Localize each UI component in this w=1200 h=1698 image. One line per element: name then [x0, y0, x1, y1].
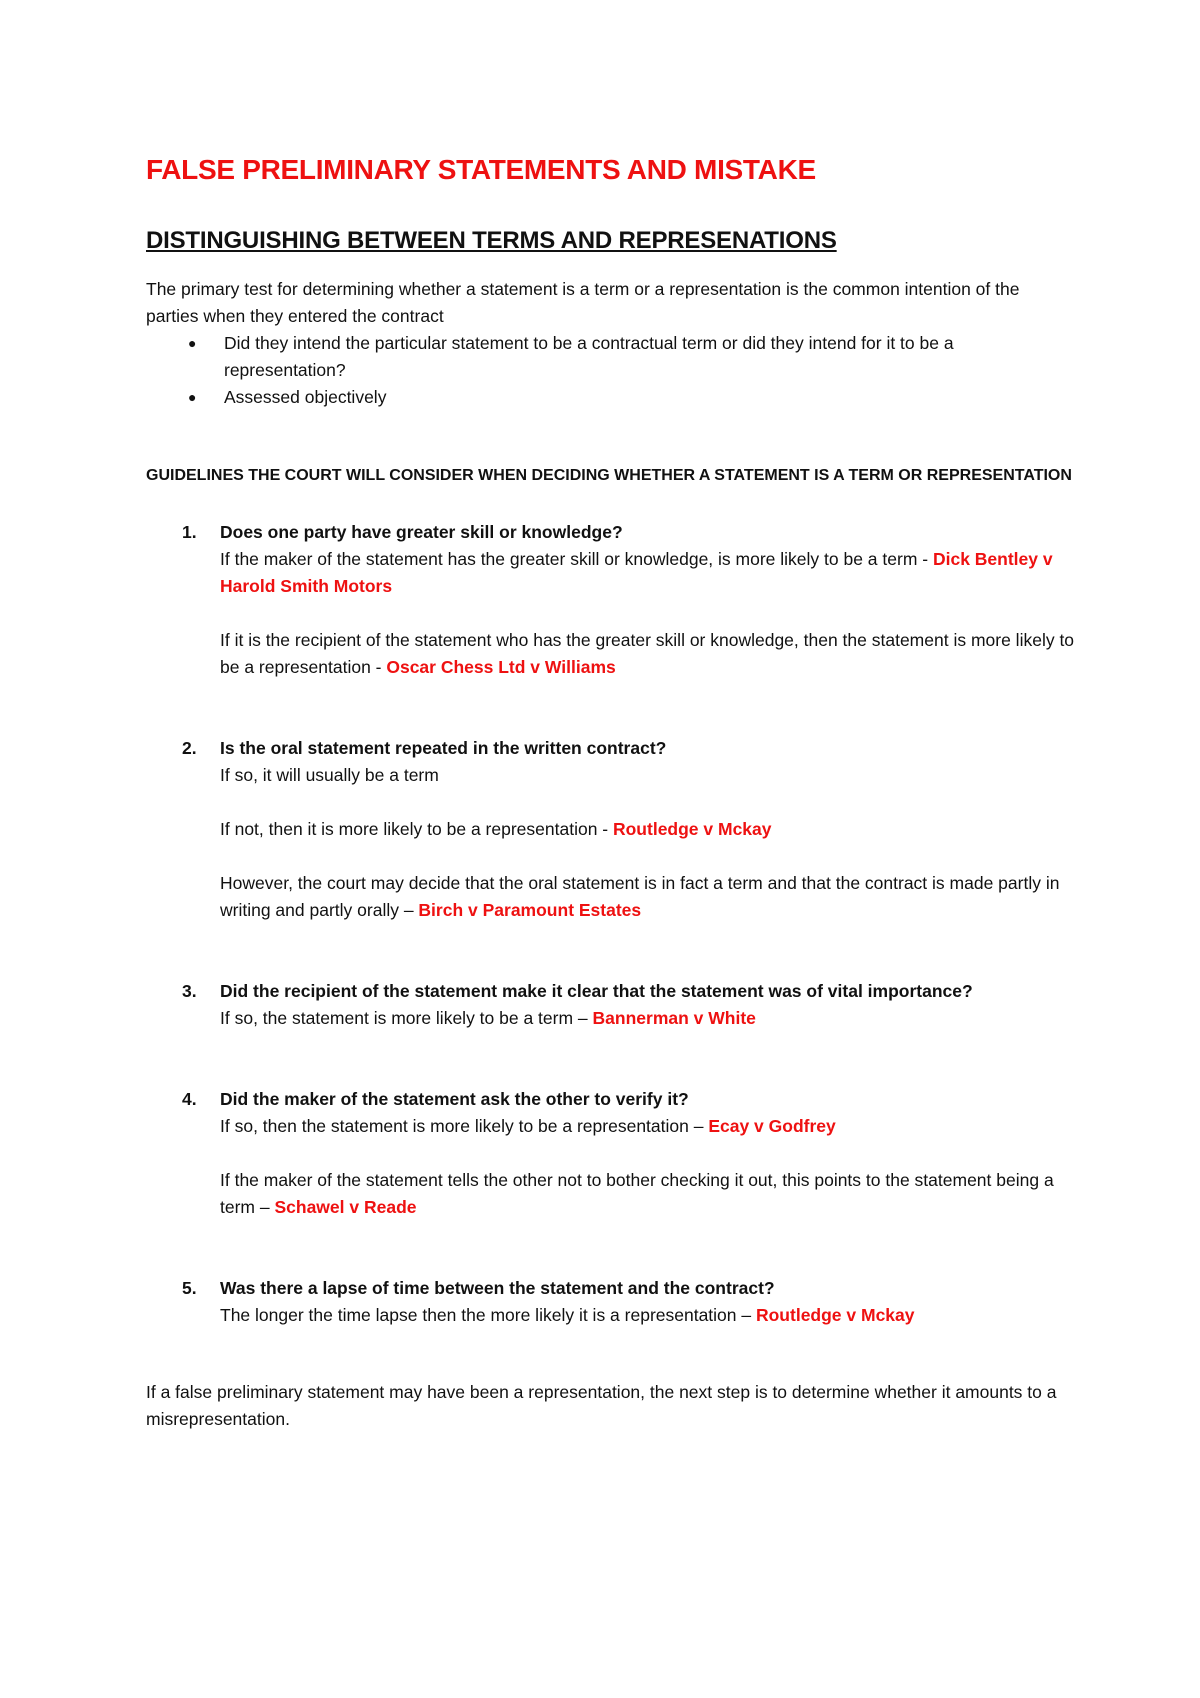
bullet-list: [146, 330, 1076, 411]
item-paragraph: [220, 627, 1076, 681]
guideline-list: [146, 519, 1076, 1329]
guideline-item: [146, 735, 1076, 924]
bullet-icon: ●: [188, 335, 197, 351]
item-number: 3.: [182, 981, 197, 1001]
item-question: Did the maker of the statement ask the other to verify it?: [220, 1089, 689, 1109]
bullet-item: [146, 330, 1076, 384]
item-number: 1.: [182, 522, 197, 542]
case-citation: Schawel v Reade: [274, 1197, 417, 1217]
guideline-item: [146, 1275, 1076, 1329]
item-text: If it is the recipient of the statement who has the greater skill or knowledge, then the statement is more likely to be a representation -: [220, 630, 1075, 677]
conclusion-paragraph: If a false preliminary statement may have been a representation, the next step is to determine whether it amounts to a misrepresentation.: [146, 1382, 1057, 1429]
item-text: If so, the statement is more likely to be a term –: [220, 1008, 593, 1028]
item-text: If so, then the statement is more likely to be a representation –: [220, 1116, 709, 1136]
document-title: FALSE PRELIMINARY STATEMENTS AND MISTAKE: [146, 154, 816, 185]
bullet-item: [146, 384, 1076, 411]
item-number: 5.: [182, 1278, 197, 1298]
item-question: Does one party have greater skill or knowledge?: [220, 522, 623, 542]
item-number: 4.: [182, 1089, 197, 1109]
item-number: 2.: [182, 738, 197, 758]
item-question: Did the recipient of the statement make it clear that the statement was of vital importance?: [220, 981, 973, 1001]
item-question: Is the oral statement repeated in the written contract?: [220, 738, 667, 758]
document-body: [146, 150, 1076, 1433]
item-paragraph: [220, 870, 1076, 924]
intro-paragraph: The primary test for determining whether a statement is a term or a representation is the common intention of the parties when they entered the contract: [146, 279, 1020, 326]
case-citation: Oscar Chess Ltd v Williams: [386, 657, 616, 677]
item-paragraph: [220, 546, 1076, 600]
bullet-text: Assessed objectively: [224, 387, 387, 407]
guidelines-heading: GUIDELINES THE COURT WILL CONSIDER WHEN DECIDING WHETHER A STATEMENT IS A TERM OR REPRESENTATION: [146, 467, 1072, 484]
case-citation: Bannerman v White: [592, 1008, 756, 1028]
item-paragraph: [220, 762, 1076, 789]
item-paragraph: [220, 816, 1076, 843]
item-text: If the maker of the statement has the greater skill or knowledge, is more likely to be a term -: [220, 549, 933, 569]
item-question: Was there a lapse of time between the statement and the contract?: [220, 1278, 775, 1298]
item-text: If so, it will usually be a term: [220, 765, 439, 785]
case-citation: Birch v Paramount Estates: [418, 900, 642, 920]
item-paragraph: [220, 1302, 1076, 1329]
section-heading: DISTINGUISHING BETWEEN TERMS AND REPRESENATIONS: [146, 227, 837, 254]
case-citation: Routledge v Mckay: [755, 1305, 915, 1325]
item-paragraph: [220, 1113, 1076, 1140]
case-citation: Routledge v Mckay: [612, 819, 772, 839]
bullet-text: Did they intend the particular statement to be a contractual term or did they intend for it to be a representation?: [224, 333, 954, 380]
item-text: However, the court may decide that the oral statement is in fact a term and that the contract is made partly in writing and partly orally –: [220, 873, 1060, 920]
bullet-icon: ●: [188, 389, 197, 405]
guideline-item: [146, 978, 1076, 1032]
item-text: If the maker of the statement tells the other not to bother checking it out, this points to the statement being a term –: [220, 1170, 1054, 1217]
case-citation: Dick Bentley v Harold Smith Motors: [220, 549, 1053, 596]
item-paragraph: [220, 1167, 1076, 1221]
guideline-item: [146, 1086, 1076, 1221]
case-citation: Ecay v Godfrey: [708, 1116, 836, 1136]
item-paragraph: [220, 1005, 1076, 1032]
item-text: The longer the time lapse then the more likely it is a representation –: [220, 1305, 756, 1325]
guideline-item: [146, 519, 1076, 681]
item-text: If not, then it is more likely to be a representation -: [220, 819, 613, 839]
